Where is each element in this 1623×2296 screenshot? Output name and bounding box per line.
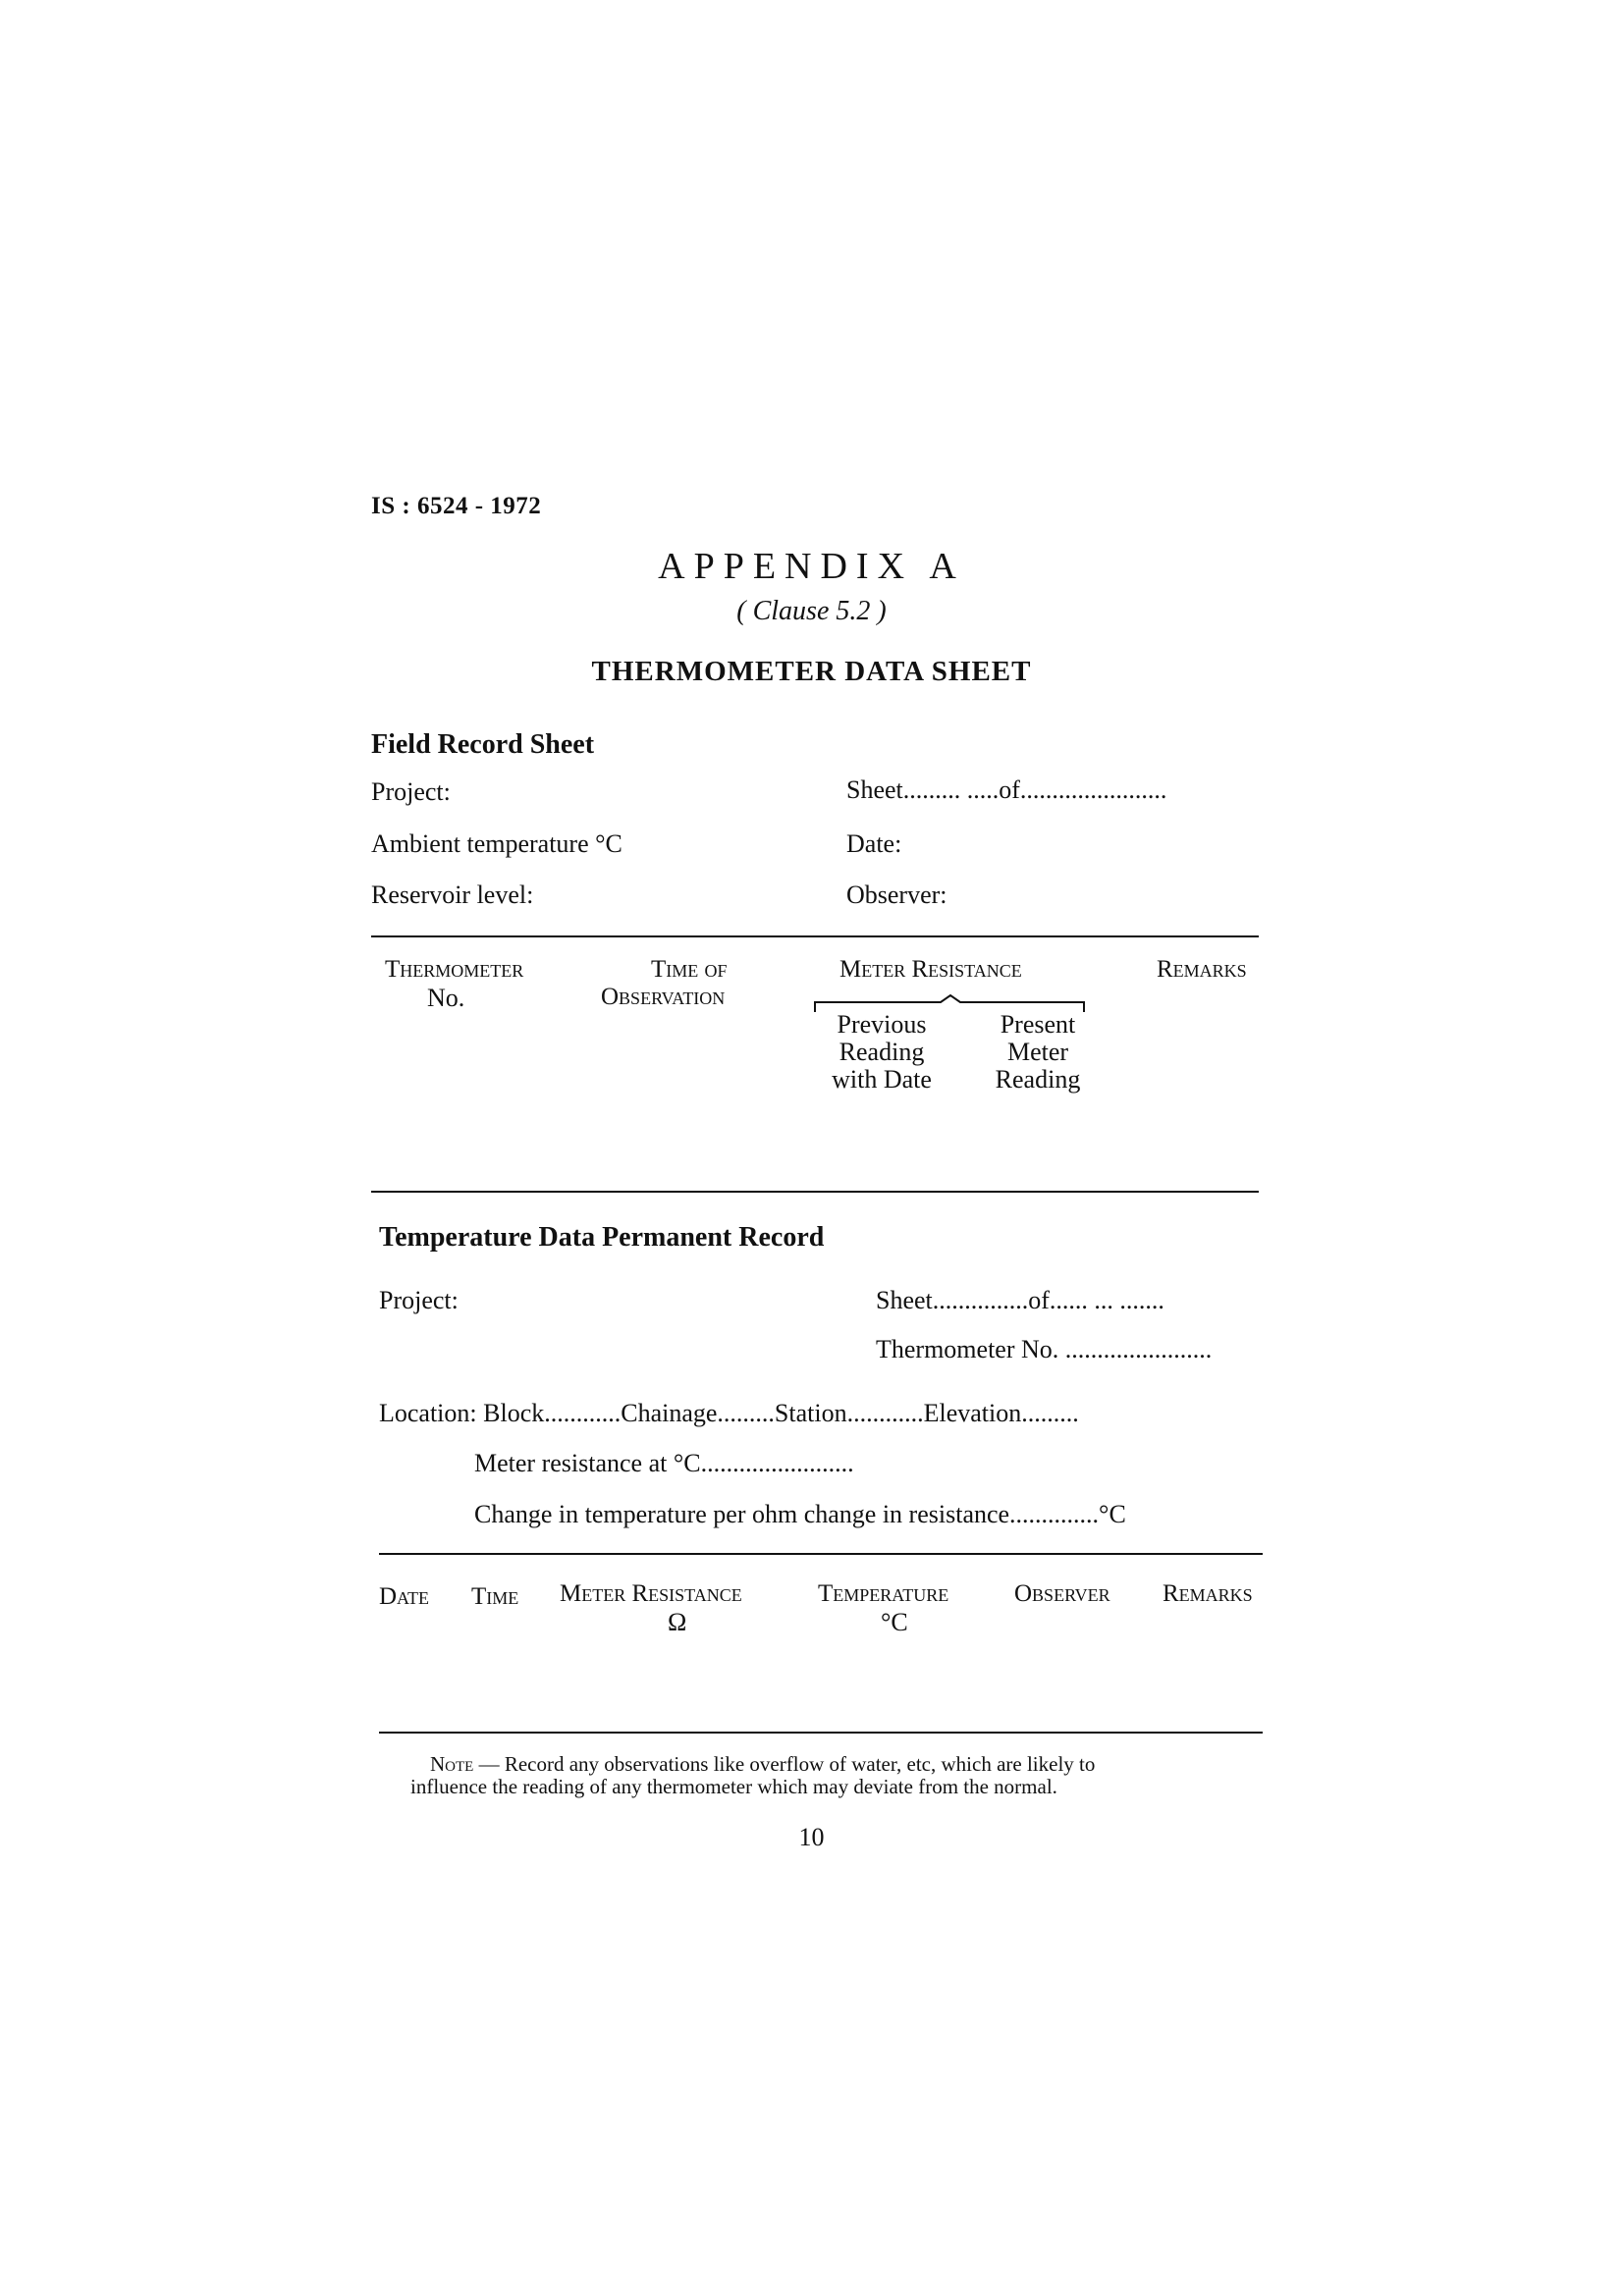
change-in-temperature-line: Change in temperature per ohm change in resistance..............°C	[474, 1500, 1126, 1528]
permanent-record-title: Temperature Data Permanent Record	[379, 1222, 825, 1253]
sub-previous-reading	[813, 1011, 950, 1094]
sheet-heading: THERMOMETER DATA SHEET	[591, 656, 1032, 687]
field-date-label: Date:	[846, 829, 902, 858]
note-line-1	[430, 1752, 1095, 1777]
col-time: Time	[471, 1583, 519, 1610]
permanent-sheet-label: Sheet...............of...... ... .......	[876, 1286, 1164, 1314]
reservoir-level-label: Reservoir level:	[371, 881, 534, 909]
note-text-1: Record any observations like overflow of water, etc, which are likely to	[504, 1752, 1096, 1776]
field-table-bottom-rule	[371, 1191, 1259, 1193]
sub-previous-line2: Reading	[839, 1038, 925, 1066]
col-meter-resistance: Meter Resistance	[839, 956, 1022, 983]
col-temperature-unit: °C	[881, 1608, 908, 1636]
sub-present-reading	[974, 1011, 1102, 1094]
meter-resistance-line: Meter resistance at °C........................	[474, 1449, 854, 1477]
appendix-title: APPENDIX A	[658, 546, 965, 587]
col-time-of: Time of	[651, 956, 728, 983]
col-temperature: Temperature	[818, 1580, 949, 1607]
thermometer-number-label: Thermometer No. .......................	[876, 1335, 1213, 1363]
col-observer: Observer	[1014, 1580, 1110, 1607]
field-sheet-label: Sheet......... .....of.......................	[846, 775, 1167, 804]
note-dash: —	[473, 1752, 505, 1776]
field-project-label: Project:	[371, 777, 451, 806]
standard-number: IS : 6524 - 1972	[371, 493, 542, 519]
sub-present-line3: Reading	[995, 1065, 1081, 1094]
page-number: 10	[798, 1823, 825, 1851]
sub-present-line2: Meter	[1006, 1038, 1069, 1066]
permanent-project-label: Project:	[379, 1286, 459, 1314]
col-meter-unit: Ω	[668, 1608, 687, 1636]
permanent-table-bottom-rule	[379, 1732, 1263, 1734]
sub-previous-line1: Previous	[837, 1010, 927, 1039]
ambient-temperature-label: Ambient temperature °C	[371, 829, 622, 858]
col-remarks: Remarks	[1157, 956, 1247, 983]
note-line-2: influence the reading of any thermometer which may deviate from the normal.	[410, 1775, 1057, 1798]
permanent-table-top-rule	[379, 1553, 1263, 1555]
sub-present-line1: Present	[1000, 1010, 1076, 1039]
col-date: Date	[379, 1583, 430, 1610]
col-remarks-permanent: Remarks	[1163, 1580, 1253, 1607]
col-thermometer: Thermometer	[385, 956, 524, 983]
location-line: Location: Block............Chainage.........Station............Elevation.........	[379, 1399, 1079, 1427]
clause-reference: ( Clause 5.2 )	[736, 596, 887, 626]
field-record-title: Field Record Sheet	[371, 729, 595, 760]
note-label: Note	[430, 1752, 474, 1776]
col-observation: Observation	[601, 984, 726, 1010]
col-meter-resistance-ohm: Meter Resistance	[560, 1580, 742, 1607]
field-table-top-rule	[371, 935, 1259, 937]
sub-previous-line3: with Date	[832, 1065, 932, 1094]
col-thermometer-no: No.	[427, 984, 465, 1012]
field-observer-label: Observer:	[846, 881, 947, 909]
